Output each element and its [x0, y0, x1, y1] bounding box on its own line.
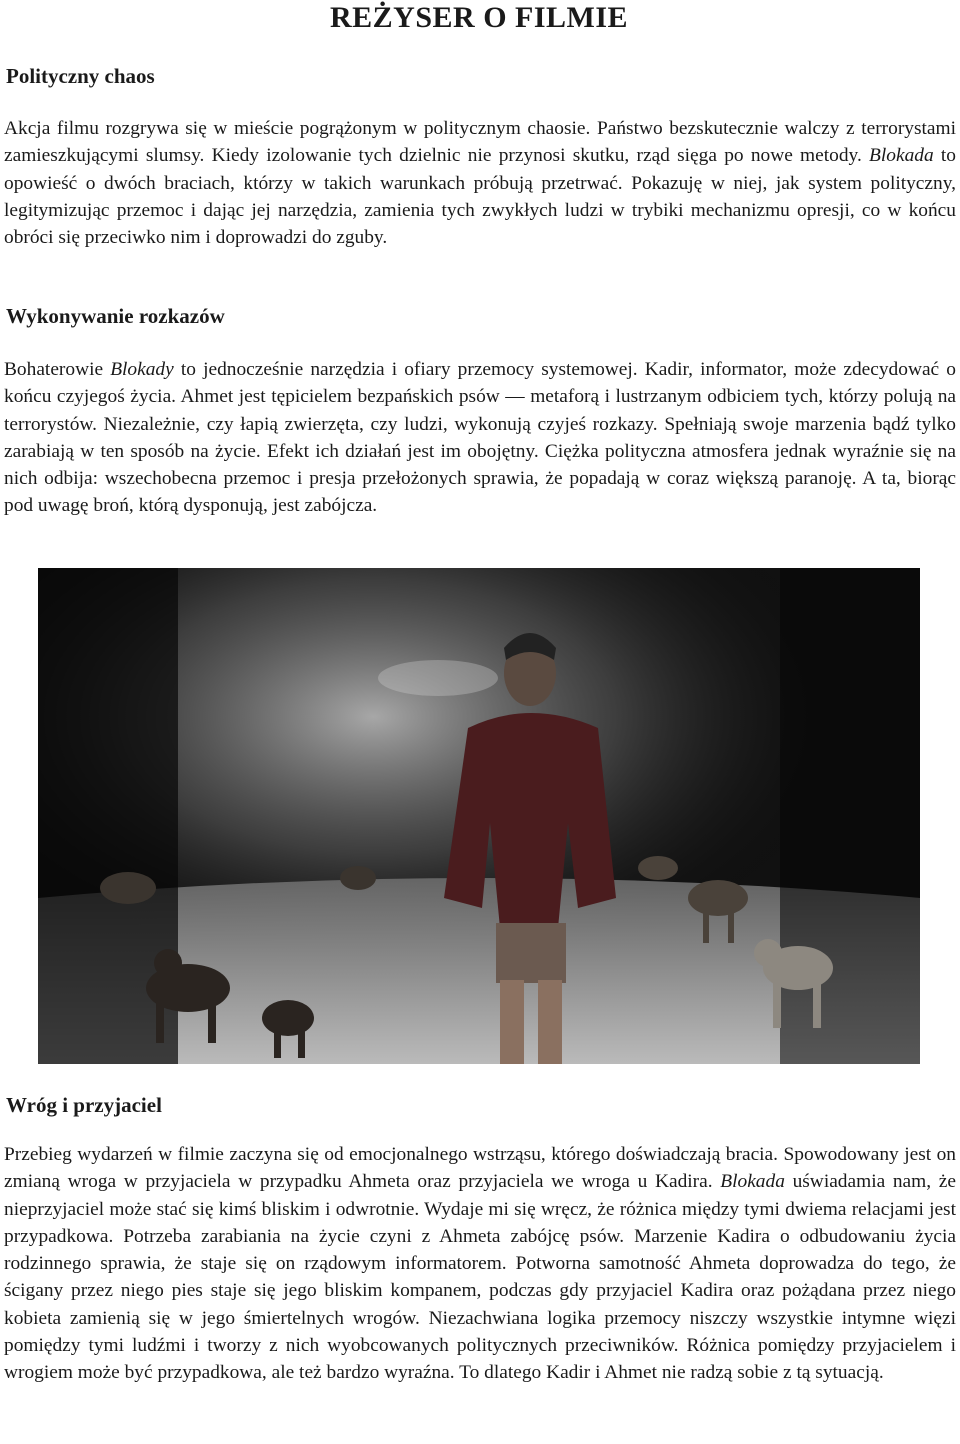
paragraph-text: Bohaterowie — [4, 359, 111, 380]
film-still-illustration — [38, 568, 920, 1064]
film-title-italic: Blokady — [110, 359, 174, 380]
section-heading-political-chaos: Polityczny chaos — [6, 64, 155, 88]
film-title-italic: Blokada — [720, 1171, 785, 1193]
section-heading-following-orders: Wykonywanie rozkazów — [6, 304, 225, 328]
paragraph-text: uświadamia nam, że nieprzyjaciel może stać się kimś bliskim i odwrotnie. Wydaje mi się wręcz, że różnica między tymi dwiema relacjami jest przypadkowa. Potrzeba zarabiania na życie czyni z Ahmeta zabójcę psów. Marzenie Kadira o odbudowaniu życia rodzinnego sprawia, że staje się on rządowym informatorem. Potworna samotność Ahmeta doprowadza do tego, że ścigany przez niego pies staje się jego bliskim kompanem, podczas gdy przyjaciel Kadira oraz pożądana przez niego kobieta zamienią się w jego śmiertelnych wrogów. Niezachwiana logika przemocy niszczy wszystkie intymne więzi pomiędzy tymi ludźmi i tworzy z nich wyobcowanych politycznych przeciwników. Różnica pomiędzy przyjacielem i wrogiem może być przypadkowa, ale też bardzo wyraźna. To dlatego Kadir i Ahmet nie radzą sobie z tą sytuacją. — [4, 1171, 956, 1384]
page-title: REŻYSER O FILMIE — [330, 1, 629, 34]
film-still-photo — [38, 568, 920, 1064]
paragraph-political-chaos — [4, 115, 956, 251]
paragraph-text: to opowieść o dwóch braciach, którzy w takich warunkach próbują przetrwać. Pokazuję w niej, jak system polityczny, legitymizując przemoc i dając jej narzędzia, zamienia tych zwykłych ludzi w trybiki mechanizmu opresji, co w końcu obróci się przeciwko nim i doprowadzi do zguby. — [4, 145, 956, 249]
film-title-italic: Blokada — [869, 145, 934, 167]
paragraph-following-orders — [4, 356, 956, 520]
paragraph-text: to jednocześnie narzędzia i ofiary przemocy systemowej. Kadir, informator, może zdecydować o końcu czyjegoś życia. Ahmet jest tępicielem bezpańskich psów — metaforą i lustrzanym odbiciem tych, którzy polują na terrorystów. Niezależnie, czy łapią zwierzęta, czy ludzi, wykonują czyjeś rozkazy. Spełniają swoje marzenia bądź tylko zarabiają w ten sposób na życie. Efekt ich działań jest im obojętny. Ciężka polityczna atmosfera jednak wyraźnie się na nich odbija: wszechobecna przemoc i presja przełożonych sprawia, że popadają w coraz większą paranoję. A ta, biorąc pod uwagę broń, którą dysponują, jest zabójcza. — [4, 359, 956, 517]
section-heading-enemy-and-friend: Wróg i przyjaciel — [6, 1093, 162, 1117]
paragraph-text: Przebieg wydarzeń w filmie zaczyna się od emocjonalnego wstrząsu, którego doświadczają bracia. Spowodowany jest on zmianą wroga w przyjaciela w przypadku Ahmeta oraz przyjaciela we wroga u Kadira. — [4, 1144, 956, 1193]
paragraph-enemy-and-friend — [4, 1141, 956, 1387]
paragraph-text: Akcja filmu rozgrywa się w mieście pogrążonym w politycznym chaosie. Państwo bezskutecznie walczy z terrorystami zamieszkującymi slumsy. Kiedy izolowanie tych dzielnic nie przynosi skutku, rząd sięga po nowe metody. — [4, 118, 956, 167]
